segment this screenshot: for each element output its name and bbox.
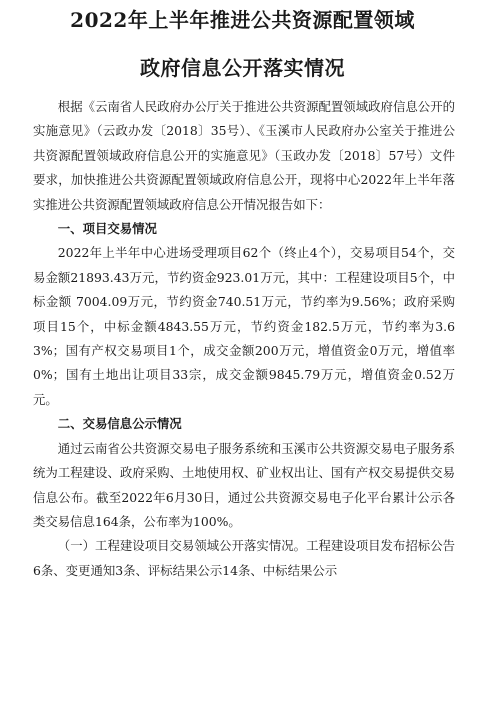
section2-sub1-paragraph: （一）工程建设项目交易领域公开落实情况。工程建设项目发布招标公告6条、变更通知3条、评标结果公示14条、中标结果公示 bbox=[33, 538, 455, 578]
section1-paragraph: 2022年上半年中心进场受理项目62个（终止4个），交易项目54个，交易金额21893.43万元，节约资金923.01万元，其中：工程建设项目5个，中标金额 7004.09万元，节约资金740.51万元，节约率为9.56%；政府采购项目15个，中标金额4843.55万元，节约资金182.5万元，节约率为3.63%；国有产权交易项目1个，成交金额200万元，增值资金0万元，增值率0%；国有土地出让项目33宗，成交金额9845.79万元，增值资金0.52万元。 bbox=[33, 245, 455, 407]
section2-paragraph: 通过云南省公共资源交易电子服务系统和玉溪市公共资源交易电子服务系统为工程建设、政府采购、土地使用权、矿业权出让、国有产权交易提供交易信息公布。截至2022年6月30日，通过公共资源交易电子化平台累计公示各类交易信息164条，公布率为100%。 bbox=[33, 440, 455, 529]
document-title-line1: 2022年上半年推进公共资源配置领域 bbox=[70, 8, 415, 32]
intro-paragraph: 根据《云南省人民政府办公厅关于推进公共资源配置领域政府信息公开的实施意见》（云政办发〔2018〕35号）、《玉溪市人民政府办公室关于推进公共资源配置领域政府信息公开的实施意见》（玉政办发〔2018〕57号）文件要求，加快推进公共资源配置领域政府信息公开，现将中心2022年上半年落实推进公共资源配置领域政府信息公开情况报告如下： bbox=[33, 99, 455, 212]
document-body bbox=[33, 95, 455, 583]
document-title-line2: 政府信息公开落实情况 bbox=[140, 56, 345, 80]
section2-heading: 二、交易信息公示情况 bbox=[57, 416, 182, 432]
section1-heading: 一、项目交易情况 bbox=[57, 221, 157, 237]
